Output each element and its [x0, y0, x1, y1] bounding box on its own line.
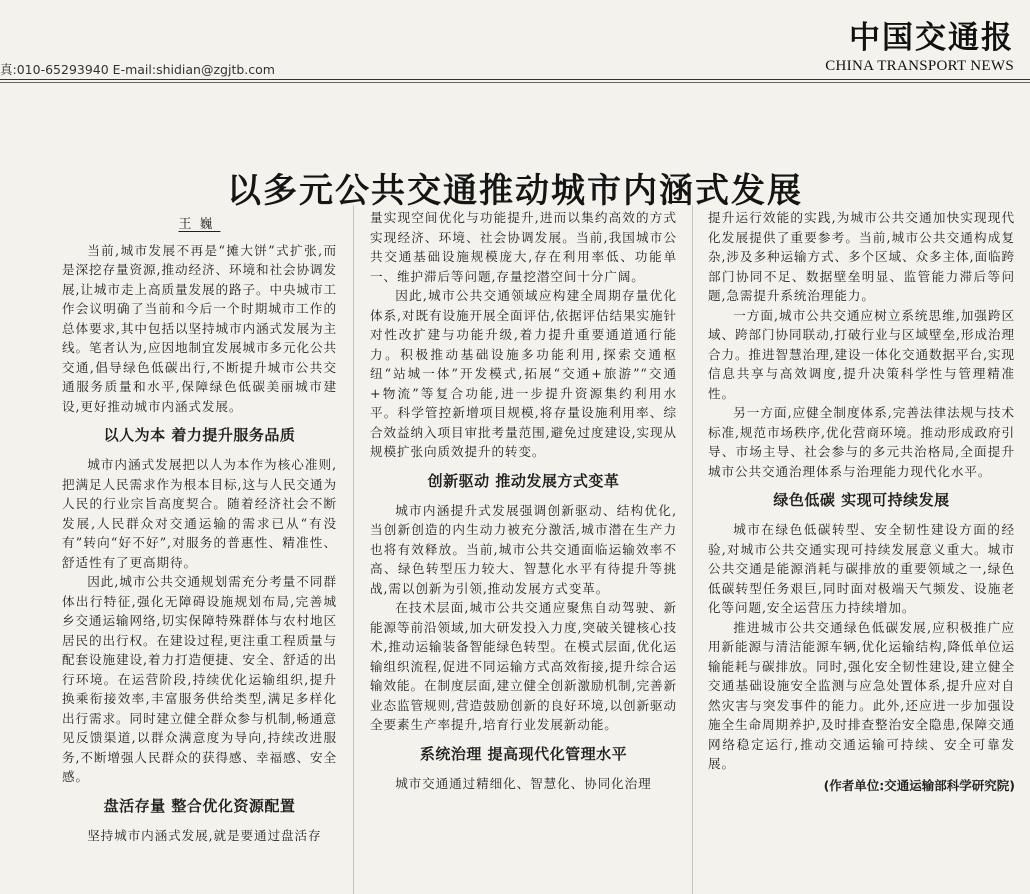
section-heading: 绿色低碳 实现可持续发展 [773, 491, 950, 509]
paragraph: 城市内涵式发展把以人为本作为核心准则,把满足人民需求作为根本目标,这与人民交通为人民的行业宗旨高度契合。随着经济社会不断发展,人民群众对交通运输的需求已从“有没有”转向“好不好”,对服务的普惠性、精准性、舒适性有了更高期待。 [62, 457, 337, 570]
paragraph: 提升运行效能的实践,为城市公共交通加快实现现代化发展提供了重要参考。当前,城市公共交通构成复杂,涉及多种运输方式、多个区域、众多主体,面临跨部门协同不足、数据壁垒明显、监管能力滞后等问题,急需提升系统治理能力。 [708, 210, 1015, 303]
paragraph: 量实现空间优化与功能提升,进而以集约高效的方式实现经济、环境、社会协调发展。当前,我国城市公共交通基础设施规模庞大,存在利用率低、功能单一、维护滞后等问题,存量挖潜空间十分广阔。 [370, 210, 677, 284]
masthead-rule [0, 79, 1030, 80]
paragraph: 城市内涵提升式发展强调创新驱动、结构优化,当创新创造的内生动力被充分激活,城市潜在生产力也将有效释放。当前,城市公共交通面临运输效率不高、绿色转型压力较大、智慧化水平有待提升等挑战,需以创新为引领,推动发展方式变革。 [370, 502, 677, 596]
column-divider [353, 205, 354, 894]
paragraph: 因此,城市公共交通领域应构建全周期存量优化体系,对既有设施开展全面评估,依据评估结果实施针对性改扩建与功能升级,着力提升重要通道通行能力。积极推动基础设施多功能利用,探索交通枢纽“站城一体”开发模式,拓展“交通+旅游”“交通+物流”等复合功能,进一步提升资源集约利用水平。科学管控新增项目规模,将存量设施利用率、综合效益纳入项目审批考量范围,避免过度建设,实现从规模扩张向质效提升的转变。 [370, 288, 677, 459]
newspaper-name-en: CHINA TRANSPORT NEWS [825, 58, 1014, 74]
author-affiliation: (作者单位:交通运输部科学研究院) [823, 777, 1015, 793]
paragraph: 在技术层面,城市公共交通应聚焦自动驾驶、新能源等前沿领域,加大研发投入力度,突破关键核心技术,推动运输装备智能绿色转型。在模式层面,优化运输组织流程,促进不同运输方式高效衔接,提升综合运输效能。在制度层面,建立健全创新激励机制,完善新业态监管规则,营造鼓励创新的良好环境,以创新驱动全要素生产率提升,培育行业发展新动能。 [370, 600, 677, 732]
article-column-2 [370, 208, 677, 793]
article-headline: 以多元公共交通推动城市内涵式发展 [227, 170, 803, 211]
section-heading: 盘活存量 整合优化资源配置 [103, 796, 296, 815]
paragraph: 推进城市公共交通绿色低碳发展,应积极推广应用新能源与清洁能源车辆,优化运输结构,降低单位运输能耗与碳排放。同时,强化安全韧性建设,建立健全交通基础设施安全监测与应急处置体系,提升应对自然灾害与突发事件的能力。此外,还应进一步加强设施全生命周期养护,及时排查整治安全隐患,保障交通网络稳定运行,推动交通运输可持续、安全可靠发展。 [708, 619, 1015, 771]
article-column-1 [62, 205, 337, 845]
paragraph: 因此,城市公共交通规划需充分考量不同群体出行特征,强化无障碍设施规划布局,完善城乡交通运输网络,切实保障特殊群体与农村地区居民的出行权。在建设过程,更注重工程质量与配套设施建设,着力打造便捷、安全、舒适的出行环境。在运营阶段,持续优化运输组织,提升换乘衔接效率,丰富服务供给类型,满足多样化出行需求。同时建立健全群众参与机制,畅通意见反馈渠道,以群众满意度为导向,持续改进服务,不断增强人民群众的获得感、幸福感、安全感。 [62, 574, 337, 784]
newspaper-logo: 中国交通报 [849, 20, 1014, 56]
section-heading: 创新驱动 推动发展方式变革 [427, 471, 620, 490]
article-column-3 [708, 208, 1015, 795]
paragraph: 当前,城市发展不再是“摊大饼”式扩张,而是深挖存量资源,推动经济、环境和社会协调发展,让城市走上高质量发展的路子。中央城市工作会议明确了当前和今后一个时期城市工作的总体要求,其中包括以坚持城市内涵式发展为主线。笔者认为,应因地制宜发展城市多元化公共交通,倡导绿色低碳出行,不断提升城市公共交通服务质量和水平,保障绿色低碳美丽城市建设,更好推动城市内涵式发展。 [62, 242, 337, 414]
masthead-rule-secondary [0, 82, 1030, 83]
author-name: 王巍 [178, 217, 221, 232]
section-heading: 以人为本 着力提升服务品质 [103, 426, 296, 444]
paragraph: 坚持城市内涵式发展,就是要通过盘活存 [87, 827, 322, 843]
column-divider [692, 205, 693, 894]
paragraph: 城市交通通过精细化、智慧化、协同化治理 [395, 775, 652, 791]
section-heading: 系统治理 提高现代化管理水平 [419, 744, 628, 763]
paragraph: 一方面,城市公共交通应树立系统思维,加强跨区域、跨部门协同联动,打破行业与区域壁垒,形成治理合力。推进智慧治理,建设一体化交通数据平台,实现信息共享与高效调度,提升决策科学性与管理精准性。 [708, 307, 1015, 401]
paragraph: 另一方面,应健全制度体系,完善法律法规与技术标准,规范市场秩序,优化营商环境。推动形成政府引导、市场主导、社会参与的多元共治格局,全面提升城市公共交通治理体系与治理能力现代化水平。 [708, 405, 1015, 479]
contact-line: 真:010-65293940 E-mail:shidian@zgjtb.com [0, 62, 275, 77]
author-byline [62, 215, 337, 235]
paragraph: 城市在绿色低碳转型、安全韧性建设方面的经验,对城市公共交通实现可持续发展意义重大。城市公共交通是能源消耗与碳排放的重要领域之一,绿色低碳转型任务艰巨,同时面对极端天气频发、设施老化等问题,安全运营压力持续增加。 [708, 522, 1015, 615]
